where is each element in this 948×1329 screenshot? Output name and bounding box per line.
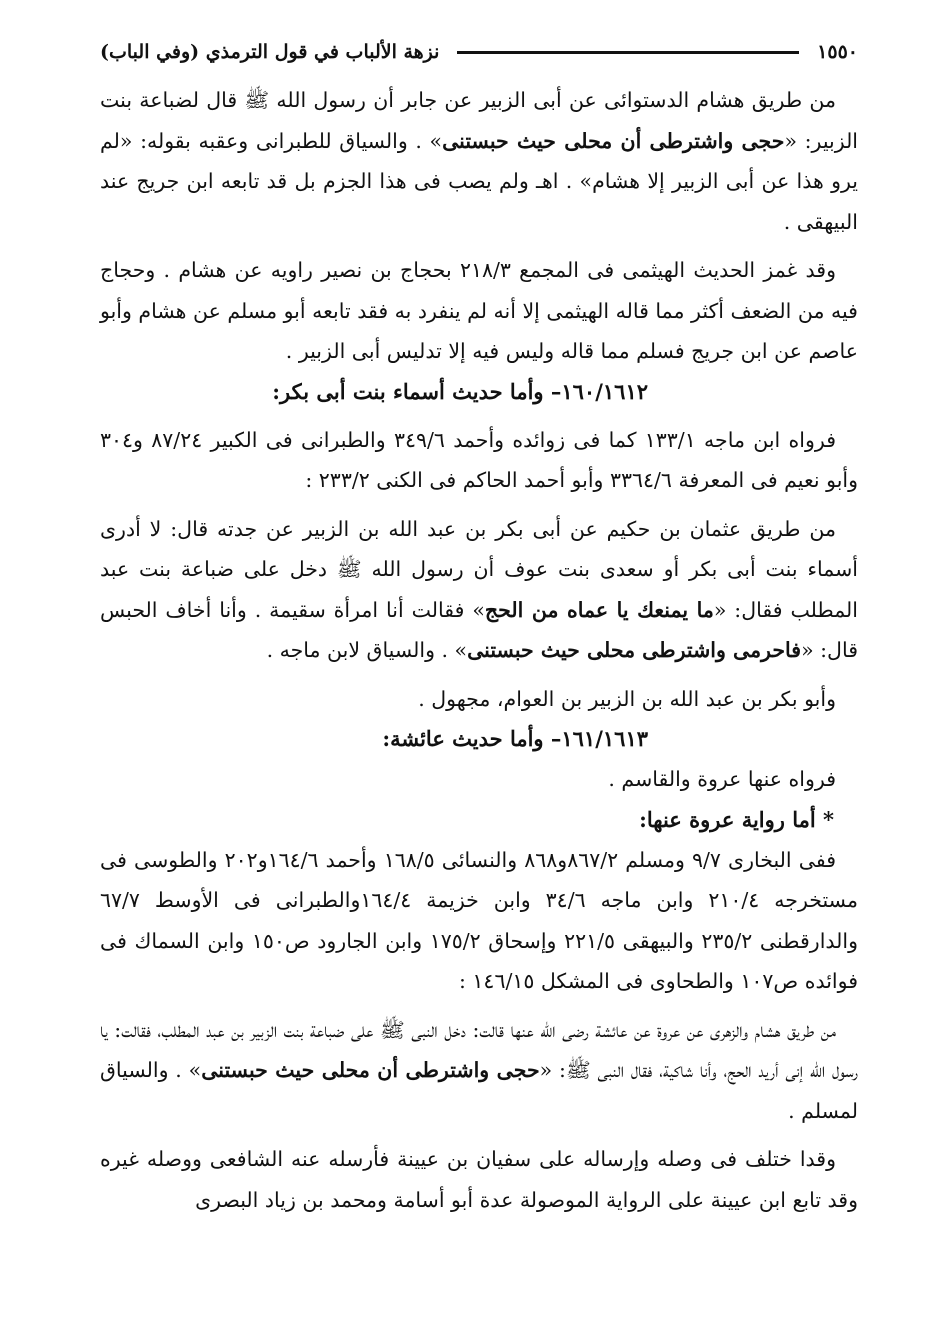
paragraph-4-text-c: » . والسياق لابن ماجه . bbox=[266, 638, 468, 662]
paragraph-4-text-a: من طريق عثمان بن حكيم عن أبى بكر بن عبد الله بن الزبير عن جدته قال: لا أدرى أسماء بنت أبى بكر أو سعدى بنت عوف أن رسول الله ﷺ دخل على ضباعة بنت عبد المطلب فقال: « bbox=[100, 516, 858, 622]
page-header bbox=[100, 30, 858, 74]
paragraph-8 bbox=[100, 1010, 858, 1132]
paragraph-1 bbox=[100, 80, 858, 242]
paragraph-4 bbox=[100, 509, 858, 671]
paragraph-8-text-a: من طريق هشام والزهرى عن عروة عن عائشة رضى الله عنها قالت: دخل النبى ﷺ على ضباعة بنت الزبير بن عبد المطلب، فقالت: يا رسول الله إنى أريد الحج، وأنا شاكية، فقال النبى ﷺ: « bbox=[100, 1017, 858, 1082]
paragraph-2: وقد غمز الحديث الهيثمى فى المجمع ٢١٨/٣ بحجاج بن نصير راويه عن هشام . وحجاج فيه من الضعف أكثر مما قاله الهيثمى إلا أنه لم ينفرد به فقد تابعه أبو مسلم عن هشام وأبو عاصم عن ابن جريج فسلم مما قاله وليس فيه إلا تدليس أبى الزبير . bbox=[100, 258, 858, 363]
paragraph-5: وأبو بكر بن عبد الله بن الزبير بن العوام، مجهول . bbox=[418, 686, 836, 711]
subheading-urwa: * أما رواية عروة عنها: bbox=[639, 806, 834, 832]
paragraph-4-text-b: » فقالت أنا امرأة سقيمة . وأنا أخاف الحبس قال: « bbox=[100, 597, 858, 662]
hadith-quote: ما يمنعك يا عماه من الحج bbox=[484, 597, 714, 622]
header-rule bbox=[457, 51, 799, 54]
paragraph-9: وقدا ختلف فى وصله وإرساله على سفيان بن عيينة فأرسله عنه الشافعى ووصله غيره وقد تابع ابن عيينة على الرواية الموصولة عدة أبو أسامة ومحمد بن زياد البصرى bbox=[100, 1147, 858, 1212]
hadith-quote: حجى واشترطى أن محلى حيث حبستنى bbox=[201, 1058, 540, 1082]
page-body bbox=[100, 80, 858, 1220]
paragraph-8-text-b: » . والسياق لمسلم . bbox=[100, 1058, 858, 1123]
page-number: ١٥٥٠ bbox=[817, 41, 858, 63]
paragraph-1-text-a: من طريق هشام الدستوائى عن أبى الزبير عن جابر أن رسول الله ﷺ قال لضباعة بنت الزبير: « bbox=[100, 88, 859, 153]
paragraph-7: ففى البخارى ٩/٧ ومسلم ٨٦٧/٢و٨٦٨ والنسائى ١٦٨/٥ وأحمد ١٦٤/٦و٢٠٢ والطوسى فى مستخرجه ٢١٠/٤ وابن ماجه ٣٤/٦ وابن خزيمة ١٦٤/٤والطبرانى فى الأوسط ٦٧/٧ والدارقطنى ٢٣٥/٢ والبيهقى ٢٢١/٥ وإسحاق ١٧٥/٢ وابن الجارود ص١٥٠ وابن السماك فى فوائده ص١٠٧ والطحاوى فى المشكل ١٤٦/١٥ : bbox=[100, 847, 858, 993]
hadith-quote: حجى واشترطى أن محلى حيث حبستنى bbox=[442, 128, 785, 153]
paragraph-3: فرواه ابن ماجه ١٣٣/١ كما فى زوائده وأحمد ٣٤٩/٦ والطبرانى فى الكبير ٨٧/٢٤ و٣٠٤ وأبو نعيم فى المعرفة ٣٣٦٤/٦ وأبو أحمد الحاكم فى الكنى ٢٣٣/٢ : bbox=[100, 427, 858, 492]
section-heading-aisha: ١٦١/١٦١٣– وأما حديث عائشة: bbox=[382, 726, 648, 751]
section-heading-asma: ١٦٠/١٦١٢– وأما حديث أسماء بنت أبى بكر: bbox=[272, 378, 648, 404]
paragraph-1-text-b: » . والسياق للطبرانى وعقبه بقوله: «لم يرو هذا عن أبى الزبير إلا هشام» . اهـ ولم يصب فى هذا الجزم بل قد تابعه ابن جريج عند البيهقى . bbox=[100, 128, 858, 234]
hadith-quote: فاحرمى واشترطى محلى حيث حبستنى bbox=[467, 638, 802, 662]
paragraph-6: فرواه عنها عروة والقاسم . bbox=[608, 767, 836, 791]
running-title: نزهة الألباب في قول الترمذي (وفي الباب) bbox=[100, 41, 440, 63]
